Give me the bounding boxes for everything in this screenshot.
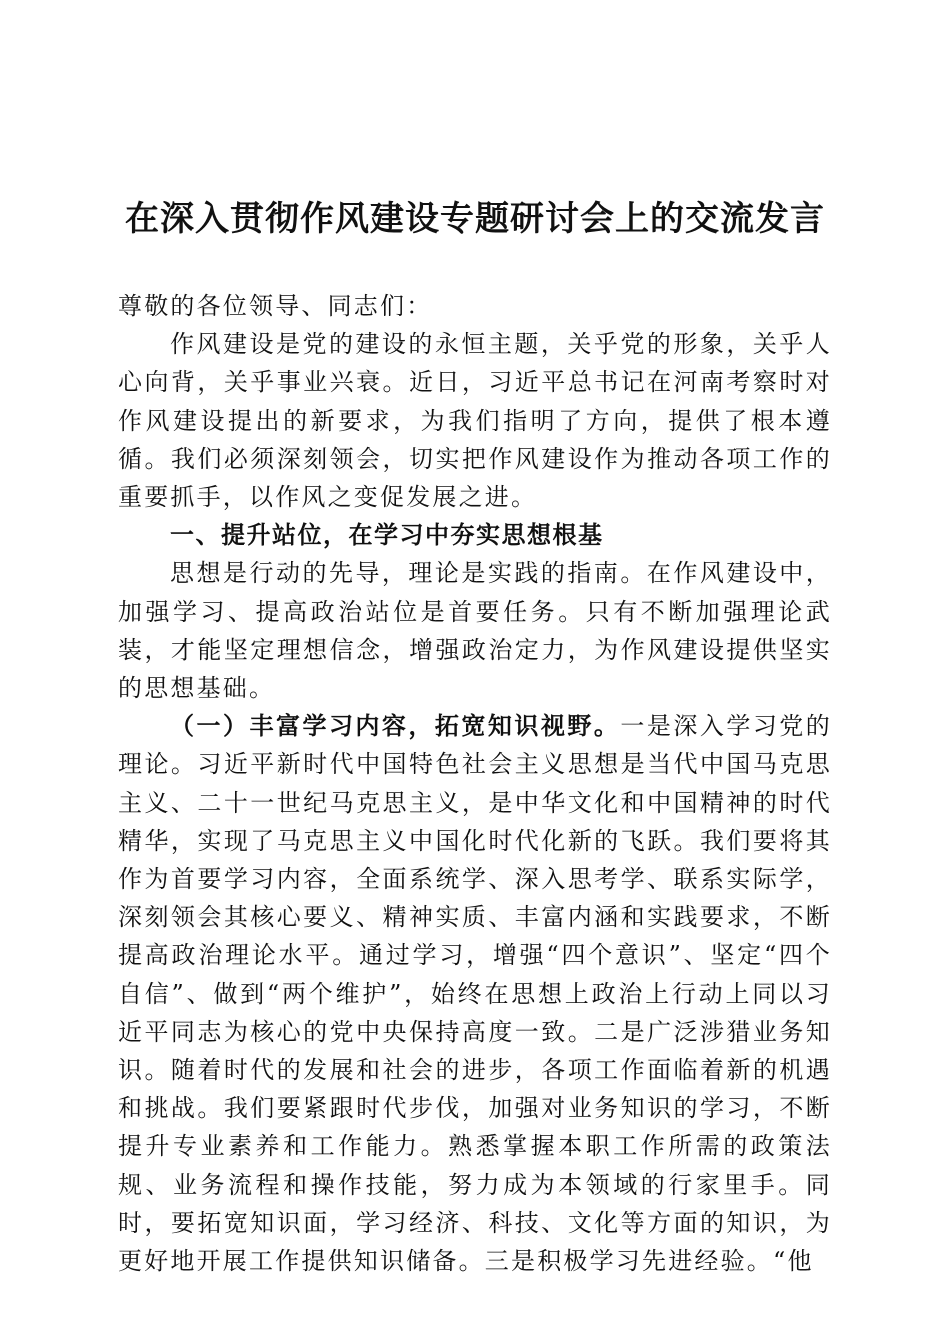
subsection-paragraph: [118, 707, 832, 1280]
salutation: 尊敬的各位领导、同志们：: [118, 292, 433, 320]
intro-paragraph: 作风建设是党的建设的永恒主题，关乎党的形象，关乎人心向背，关乎事业兴衰。近日，习近平总书记在河南考察时对作风建设提出的新要求，为我们指明了方向，提供了根本遵循。我们必须深刻领会，切实把作风建设作为推动各项工作的重要抓手，以作风之变促发展之进。: [118, 330, 832, 512]
document-body: [118, 287, 832, 1280]
subsection-heading: （一）丰富学习内容，拓宽知识视野。: [170, 711, 621, 741]
section-paragraph: 思想是行动的先导，理论是实践的指南。在作风建设中，加强学习、提高政治站位是首要任务。只有不断加强理论武装，才能坚定理想信念，增强政治定力，为作风建设提供坚实的思想基础。: [118, 559, 832, 703]
subsection-body: 一是深入学习党的理论。习近平新时代中国特色社会主义思想是当代中国马克思主义、二十一世纪马克思主义，是中华文化和中国精神的时代精华，实现了马克思主义中国化时代化新的飞跃。我们要将其作为首要学习内容，全面系统学、深入思考学、联系实际学，深刻领会其核心要义、精神实质、丰富内涵和实践要求，不断提高政治理论水平。通过学习，增强“四个意识”、坚定“四个自信”、做到“两个维护”，始终在思想上政治上行动上同以习近平同志为核心的党中央保持高度一致。二是广泛涉猎业务知识。随着时代的发展和社会的进步，各项工作面临着新的机遇和挑战。我们要紧跟时代步伐，加强对业务知识的学习，不断提升专业素养和工作能力。熟悉掌握本职工作所需的政策法规、业务流程和操作技能，努力成为本领域的行家里手。同时，要拓宽知识面，学习经济、科技、文化等方面的知识，为更好地开展工作提供知识储备。三是积极学习先进经验。“他: [118, 712, 832, 1276]
section-heading: 一、提升站位，在学习中夯实思想根基: [170, 521, 604, 550]
document-title: 在深入贯彻作风建设专题研讨会上的交流发言: [125, 199, 825, 239]
